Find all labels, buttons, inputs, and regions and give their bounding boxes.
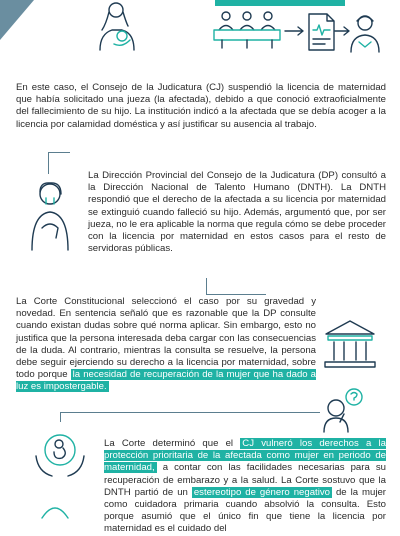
connector-line [48, 152, 70, 153]
section4-middle: a contar con las facilidades necesarias para su recuperación de embarazo y a la salud. La Corte sostuvo que la DNTH partió de un [104, 462, 386, 498]
accent-bar [215, 0, 345, 6]
section1-text: En este caso, el Consejo de la Judicatura (CJ) suspendió la licencia de maternidad que había solicitado una jueza (la afectada), debido a que conoció extraoficialmente del fallecimiento de su hijo. La institución indicó a la afectada que se debía acoger a la licencia por calamidad doméstica y así justificar su ausencia al trabajo. [16, 82, 386, 130]
section3-highlight: la necesidad de recuperación de la mujer que ha dado a luz es impostergable. [16, 369, 317, 393]
corner-decoration [0, 0, 34, 40]
section4-before: La Corte determinó que el [104, 438, 241, 449]
arrow-icon [284, 26, 306, 36]
section4-text [104, 438, 386, 536]
mother-baby-icon [92, 0, 142, 52]
judges-panel-icon [212, 8, 282, 50]
connector-line [206, 294, 266, 295]
connector-line [60, 412, 61, 422]
section4-after: de la mujer como cuidadora primaria cuando absolvió la consulta. Esto porque asumió que el único fin que tiene la licencia por maternidad es el cuidado del [104, 486, 387, 535]
section4-highlight1: CJ vulneró los derechos a la protección prioritaria de la afectada como mujer en periodo de maternidad, [104, 438, 386, 474]
grieving-person-icon [26, 180, 74, 252]
pregnancy-care-icon [32, 428, 88, 478]
document-medical-icon [305, 12, 337, 52]
connector-line [206, 278, 207, 294]
bottom-leaf-decoration [40, 500, 70, 520]
woman-icon [348, 12, 382, 54]
thinking-person-icon [320, 388, 366, 434]
section2-text: La Dirección Provincial del Consejo de la Judicatura (DP) consultó a la Dirección Nacional de Talento Humano (DNTH). La DNTH respondió que el derecho de la afectada a su licencia por maternidad se extinguió cuando falleció su hijo. Además, argumentó que, por ser jueza, no le era aplicable la norma que regula cómo se debe proceder con la licencia por maternidad en estos casos para el resto de servidoras públicas. [88, 170, 386, 255]
section3-text [16, 296, 316, 394]
courthouse-icon [322, 318, 378, 370]
connector-line [48, 152, 49, 174]
section4-highlight2: estereotipo de género negativo [193, 486, 330, 498]
connector-line [60, 412, 320, 413]
section3-body: La Corte Constitucional seleccionó el caso por su gravedad y novedad. En sentencia señaló que es razonable que la DP consulte cuando existan dudas sobre qué norma aplicar. Sin embargo, esto no justifica que la persona interesada deba cargar con las consecuencias de la duda. Al contrario, mientras la consulta se resuelve, la persona debe seguir ejerciendo su derecho a la licencia por maternidad, sobre todo porque [16, 296, 316, 381]
